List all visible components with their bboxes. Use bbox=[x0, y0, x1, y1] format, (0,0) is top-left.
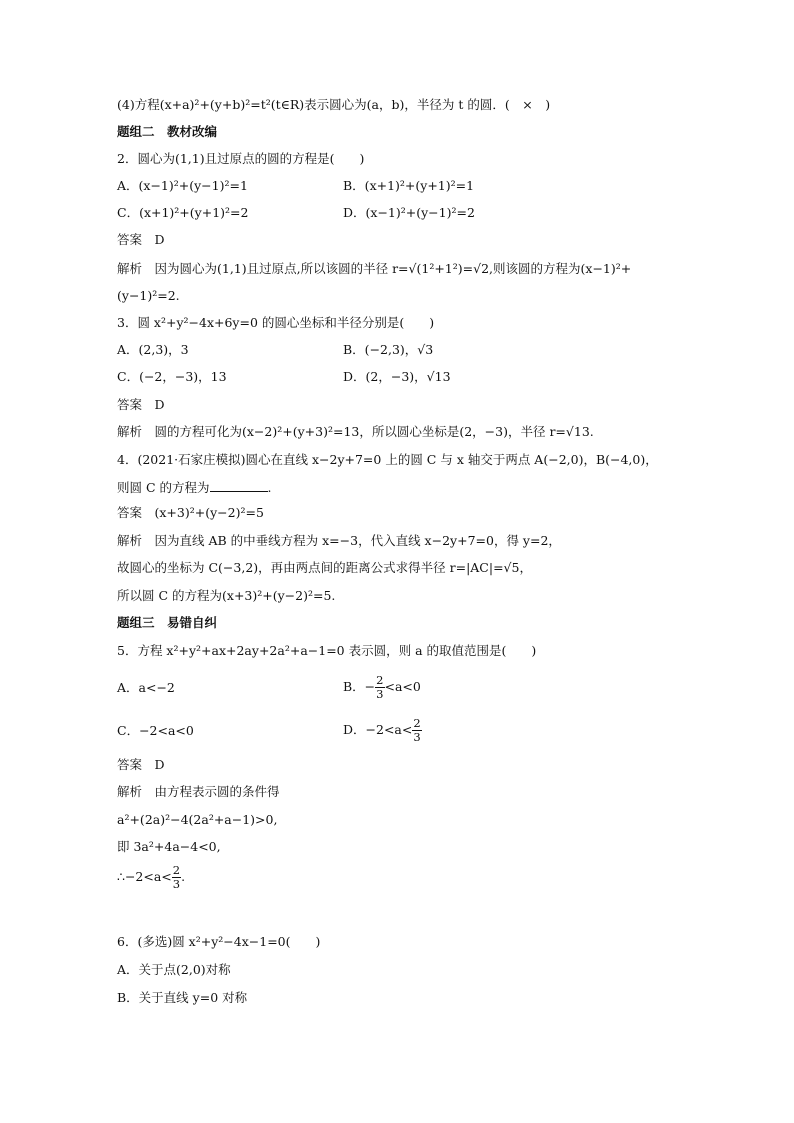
q2-solution-line-2: (y−1)²=2. bbox=[117, 288, 180, 303]
fraction-denominator: 3 bbox=[376, 687, 384, 701]
group-heading-2: 题组二 教材改编 bbox=[117, 124, 218, 139]
q5-conclusion-fraction bbox=[172, 864, 181, 891]
q3-option-b: B．(−2,3)，√3 bbox=[343, 342, 434, 357]
question-6: 6．(多选)圆 x²+y²−4x−1=0( ) bbox=[117, 934, 321, 949]
question-4-line-2 bbox=[117, 479, 272, 496]
q6-option-b: B．关于直线 y=0 对称 bbox=[117, 990, 248, 1005]
fraction-denominator: 3 bbox=[172, 877, 181, 891]
q5-option-b-label: B．− bbox=[343, 679, 376, 694]
q5-option-b bbox=[343, 670, 421, 704]
question-3: 3．圆 x²+y²−4x+6y=0 的圆心坐标和半径分别是( ) bbox=[117, 315, 435, 330]
q2-option-d: D．(x−1)²+(y−1)²=2 bbox=[343, 205, 475, 220]
fraction-numerator: 2 bbox=[172, 863, 181, 877]
q5-conclusion: ∴−2<a< bbox=[117, 869, 172, 884]
q2-solution-line-1: 解析 因为圆心为(1,1)且过原点,所以该圆的半径 r=√(1²+1²)=√2,则该圆的方程为(x−1)²+ bbox=[117, 261, 632, 276]
q3-option-c: C．(−2，−3)，13 bbox=[117, 369, 227, 384]
q2-option-b: B．(x+1)²+(y+1)²=1 bbox=[343, 178, 475, 193]
q4-answer: 答案 (x+3)²+(y−2)²=5 bbox=[117, 505, 264, 520]
q4-answer-blank bbox=[210, 479, 268, 492]
q4-solution-line-1: 解析 因为直线 AB 的中垂线方程为 x=−3，代入直线 x−2y+7=0，得 y=2， bbox=[117, 533, 561, 548]
q2-option-c: C．(x+1)²+(y+1)²=2 bbox=[117, 205, 249, 220]
q5-solution-line-2: a²+(2a)²−4(2a²+a−1)>0, bbox=[117, 812, 278, 827]
q3-solution: 解析 圆的方程可化为(x−2)²+(y+3)²=13，所以圆心坐标是(2，−3)，半径 r=√13. bbox=[117, 424, 594, 439]
q4-prompt: 则圆 C 的方程为 bbox=[117, 480, 210, 495]
q3-option-a: A．(2,3)，3 bbox=[117, 342, 189, 357]
q5-solution-line-4 bbox=[117, 860, 185, 894]
question-5: 5．方程 x²+y²+ax+2ay+2a²+a−1=0 表示圆，则 a 的取值范围是( ) bbox=[117, 643, 537, 658]
q5-option-d-fraction bbox=[412, 717, 421, 744]
q5-option-c: C．−2<a<0 bbox=[117, 723, 194, 738]
q5-conclusion-period: . bbox=[181, 869, 186, 884]
q3-answer: 答案 D bbox=[117, 397, 165, 412]
q4-solution-line-2: 故圆心的坐标为 C(−3,2)，再由两点间的距离公式求得半径 r=|AC|=√5， bbox=[117, 560, 532, 575]
q5-option-b-fraction bbox=[375, 674, 384, 701]
group-heading-3: 题组三 易错自纠 bbox=[117, 615, 218, 630]
q4-solution-line-3: 所以圆 C 的方程为(x+3)²+(y−2)²=5. bbox=[117, 588, 336, 603]
fraction-numerator: 2 bbox=[413, 716, 421, 730]
q5-option-a: A．a<−2 bbox=[117, 680, 175, 695]
fraction-numerator: 2 bbox=[376, 673, 384, 687]
q6-option-a: A．关于点(2,0)对称 bbox=[117, 962, 231, 977]
question-2: 2．圆心为(1,1)且过原点的圆的方程是( ) bbox=[117, 151, 365, 166]
question-4-line-1: 4．(2021·石家庄模拟)圆心在直线 x−2y+7=0 上的圆 C 与 x 轴交于两点 A(−2,0)，B(−4,0)， bbox=[117, 452, 658, 467]
q2-option-a: A．(x−1)²+(y−1)²=1 bbox=[117, 178, 248, 193]
q3-option-d: D．(2，−3)，√13 bbox=[343, 369, 451, 384]
fraction-denominator: 3 bbox=[413, 730, 421, 744]
q5-solution-line-3: 即 3a²+4a−4<0, bbox=[117, 839, 221, 854]
q5-option-d-label: D．−2<a< bbox=[343, 722, 413, 737]
q5-option-b-rest: <a<0 bbox=[384, 679, 421, 694]
q5-option-d bbox=[343, 713, 422, 747]
q2-answer: 答案 D bbox=[117, 232, 165, 247]
q5-solution-line-1: 解析 由方程表示圆的条件得 bbox=[117, 784, 280, 799]
problem-4-statement: (4)方程(x+a)²+(y+b)²=t²(t∈R)表示圆心为(a，b)，半径为 t 的圆．( × ) bbox=[117, 97, 551, 112]
q4-period: . bbox=[267, 480, 272, 495]
q5-answer: 答案 D bbox=[117, 757, 165, 772]
